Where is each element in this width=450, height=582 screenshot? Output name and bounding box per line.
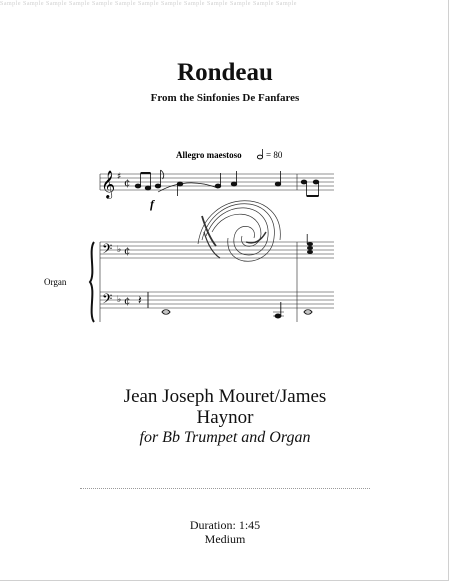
page-subtitle: From the Sinfonies De Fanfares bbox=[150, 92, 300, 104]
half-note-icon bbox=[257, 149, 262, 159]
composer-line-1: Jean Joseph Mouret/James bbox=[123, 386, 327, 407]
dynamic-marking: f bbox=[150, 197, 154, 211]
dotted-divider bbox=[80, 488, 370, 489]
instrumentation: for Bb Trumpet and Organ bbox=[139, 429, 311, 446]
quarter-rest-icon: 𝄽 bbox=[138, 293, 142, 307]
treble-clef-icon: 𝄞 bbox=[101, 170, 116, 198]
tempo-text: Allegro maestoso bbox=[176, 150, 242, 160]
score-excerpt bbox=[44, 146, 336, 328]
duration-text: Duration: 1:45 bbox=[189, 518, 261, 532]
page-title: Rondeau bbox=[177, 59, 273, 86]
bass-clef-icon-lower: 𝄢 bbox=[102, 291, 113, 310]
tempo-value: = 80 bbox=[266, 150, 283, 160]
bass-clef-icon-upper: 𝄢 bbox=[102, 241, 113, 260]
organ-upper-chord bbox=[307, 234, 313, 254]
flat-icon-lower: ♭ bbox=[117, 295, 122, 305]
composer-line-2: Haynor bbox=[196, 407, 254, 428]
organ-brace-icon bbox=[90, 242, 94, 322]
swirl-watermark-graphic bbox=[198, 201, 280, 262]
common-time-icon: ¢ bbox=[124, 178, 131, 189]
organ-upper-staff bbox=[100, 242, 334, 322]
sharp-icon: ♯ bbox=[117, 172, 122, 182]
difficulty-text: Medium bbox=[204, 532, 246, 546]
flat-icon-upper: ♭ bbox=[117, 245, 122, 255]
organ-label: Organ bbox=[44, 277, 67, 287]
organ-pedal-staff bbox=[100, 292, 334, 308]
common-time-icon-upper: ¢ bbox=[124, 246, 131, 257]
composer-credit bbox=[0, 386, 450, 428]
common-time-icon-lower: ¢ bbox=[124, 296, 131, 307]
watermark-strip: Sample Sample Sample Sample Sample Sample Sample Sample Sample Sample Sample Sample Sample bbox=[0, 1, 297, 7]
